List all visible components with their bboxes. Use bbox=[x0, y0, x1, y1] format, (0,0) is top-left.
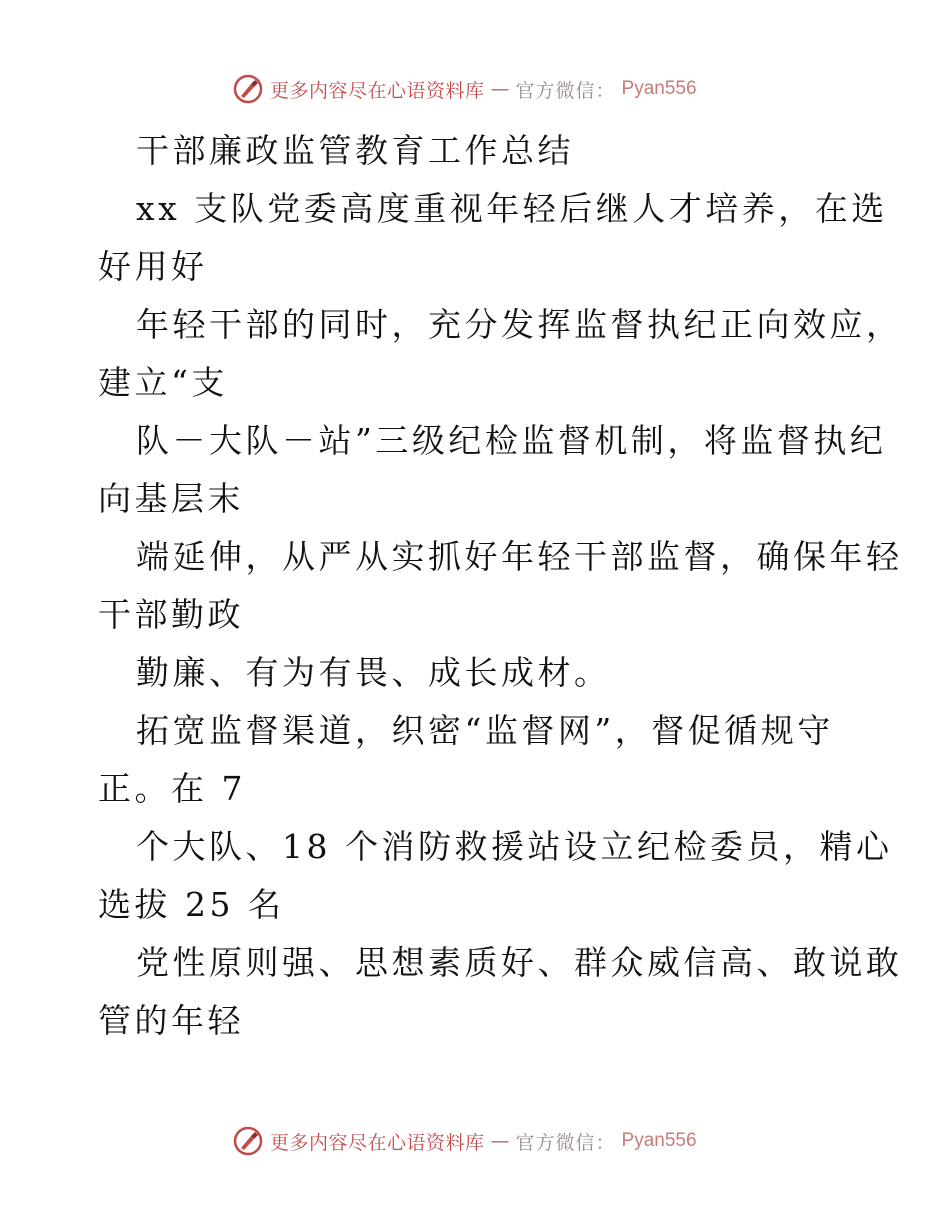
doc-line: xx 支队党委高度重视年轻后继人才培养，在选 bbox=[136, 189, 888, 228]
doc-line: 干部勤政 bbox=[98, 595, 244, 634]
document-body bbox=[98, 122, 903, 1050]
watermark-dash: — bbox=[490, 1130, 510, 1152]
doc-line: 个大队、18 个消防救援站设立纪检委员，精心 bbox=[136, 827, 893, 866]
pen-logo-icon bbox=[232, 1125, 264, 1157]
watermark-wechat-label: 官方微信： bbox=[515, 79, 616, 102]
doc-line: 拓宽监督渠道，织密“监督网”，督促循规守 bbox=[136, 711, 834, 750]
watermark-wechat-label: 官方微信： bbox=[515, 1131, 616, 1154]
footer-watermark bbox=[232, 1124, 697, 1158]
header-watermark bbox=[232, 72, 697, 106]
watermark-dash: — bbox=[490, 78, 510, 100]
doc-line: 年轻干部的同时，充分发挥监督执纪正向效应， bbox=[136, 305, 903, 344]
doc-line: 管的年轻 bbox=[98, 1001, 244, 1040]
doc-line: 好用好 bbox=[98, 247, 208, 286]
doc-line: 建立“支 bbox=[98, 363, 228, 402]
doc-line: 队－大队－站”三级纪检监督机制，将监督执纪 bbox=[136, 421, 887, 460]
doc-line: 正。在 7 bbox=[98, 769, 246, 808]
doc-line: 向基层末 bbox=[98, 479, 244, 518]
watermark-wechat-id: Pyan556 bbox=[621, 78, 697, 99]
watermark-text: 更多内容尽在心语资料库 bbox=[270, 79, 485, 102]
doc-line: 选拔 25 名 bbox=[98, 885, 285, 924]
watermark-text: 更多内容尽在心语资料库 bbox=[270, 1131, 485, 1154]
doc-line: 勤廉、有为有畏、成长成材。 bbox=[136, 653, 611, 692]
pen-logo-icon bbox=[232, 73, 264, 105]
watermark-wechat-id: Pyan556 bbox=[621, 1130, 697, 1151]
doc-line: 党性原则强、思想素质好、群众威信高、敢说敢 bbox=[136, 943, 903, 982]
doc-title: 干部廉政监管教育工作总结 bbox=[136, 131, 574, 170]
doc-line: 端延伸，从严从实抓好年轻干部监督，确保年轻 bbox=[136, 537, 903, 576]
